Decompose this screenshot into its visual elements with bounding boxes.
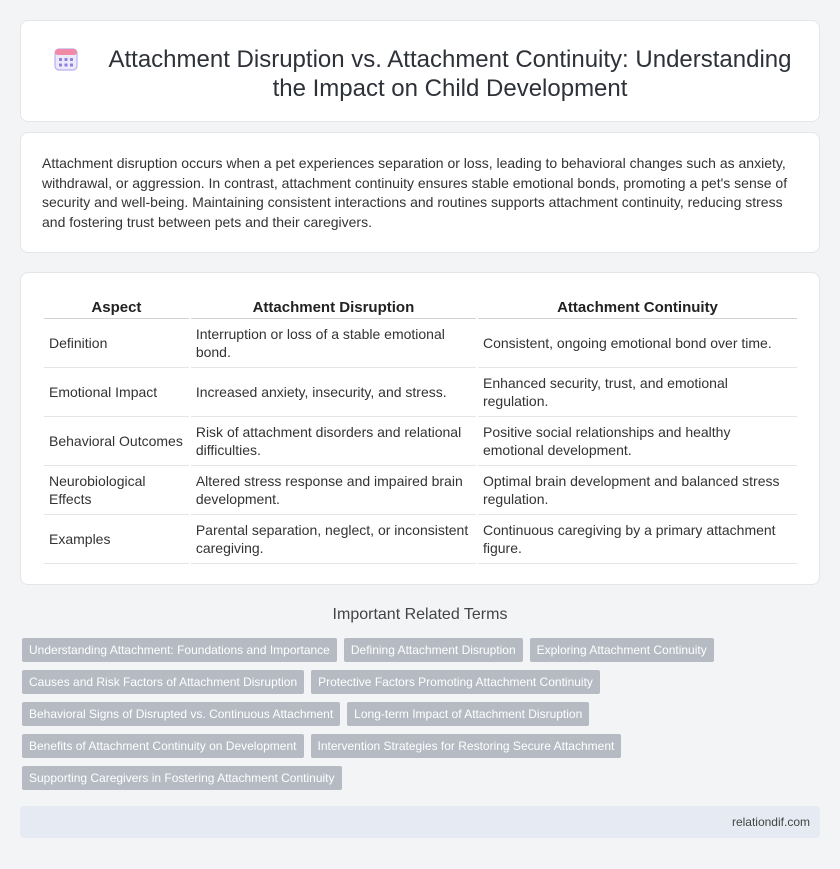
row-continuity: Optimal brain development and balanced stress regulation. [478,466,797,515]
table-row [44,417,797,466]
footer-bar [20,806,820,838]
table-header-row [44,293,797,319]
intro-paragraph: Attachment disruption occurs when a pet experiences separation or loss, leading to behavioral changes such as anxiety, withdrawal, or aggression. In contrast, attachment continuity ensures stable emotional bonds, promoting a pet's sense of security and well-being. Maintaining consistent interactions and routines supports attachment continuity, reducing stress and fostering trust between pets and their caregivers. [42,155,788,230]
related-term-tag[interactable]: Protective Factors Promoting Attachment Continuity [311,670,600,694]
page-title: Attachment Disruption vs. Attachment Continuity: Understanding the Impact on Child Development [108,46,792,102]
related-term-tag[interactable]: Long-term Impact of Attachment Disruption [347,702,589,726]
row-disruption: Interruption or loss of a stable emotional bond. [191,319,476,368]
related-term-tag[interactable]: Benefits of Attachment Continuity on Development [22,734,304,758]
row-disruption: Altered stress response and impaired brain development. [191,466,476,515]
table-row [44,466,797,515]
table-row [44,515,797,564]
row-disruption: Parental separation, neglect, or inconsistent caregiving. [191,515,476,564]
comparison-table [42,293,799,564]
row-aspect: Emotional Impact [44,368,189,417]
row-disruption: Risk of attachment disorders and relational difficulties. [191,417,476,466]
row-disruption: Increased anxiety, insecurity, and stress. [191,368,476,417]
row-continuity: Enhanced security, trust, and emotional regulation. [478,368,797,417]
header-continuity: Attachment Continuity [478,293,797,319]
header-aspect: Aspect [44,293,189,319]
related-term-tag[interactable]: Defining Attachment Disruption [344,638,523,662]
title-card [20,20,820,122]
related-term-tag[interactable]: Supporting Caregivers in Fostering Attachment Continuity [22,766,342,790]
table-row [44,368,797,417]
related-term-tag[interactable]: Behavioral Signs of Disrupted vs. Continuous Attachment [22,702,340,726]
related-terms-heading: Important Related Terms [332,606,508,623]
related-term-tag[interactable]: Understanding Attachment: Foundations and Importance [22,638,337,662]
related-term-tag[interactable]: Exploring Attachment Continuity [530,638,714,662]
row-aspect: Examples [44,515,189,564]
row-aspect: Definition [44,319,189,368]
related-term-tag[interactable]: Causes and Risk Factors of Attachment Disruption [22,670,304,694]
row-aspect: Neurobiological Effects [44,466,189,515]
comparison-card [20,272,820,585]
related-terms-list [22,638,822,798]
row-aspect: Behavioral Outcomes [44,417,189,466]
row-continuity: Consistent, ongoing emotional bond over time. [478,319,797,368]
intro-card [20,132,820,253]
row-continuity: Continuous caregiving by a primary attachment figure. [478,515,797,564]
related-term-tag[interactable]: Intervention Strategies for Restoring Secure Attachment [311,734,622,758]
table-row [44,319,797,368]
footer-site-link[interactable]: relationdif.com [731,815,810,829]
header-disruption: Attachment Disruption [191,293,476,319]
row-continuity: Positive social relationships and healthy emotional development. [478,417,797,466]
